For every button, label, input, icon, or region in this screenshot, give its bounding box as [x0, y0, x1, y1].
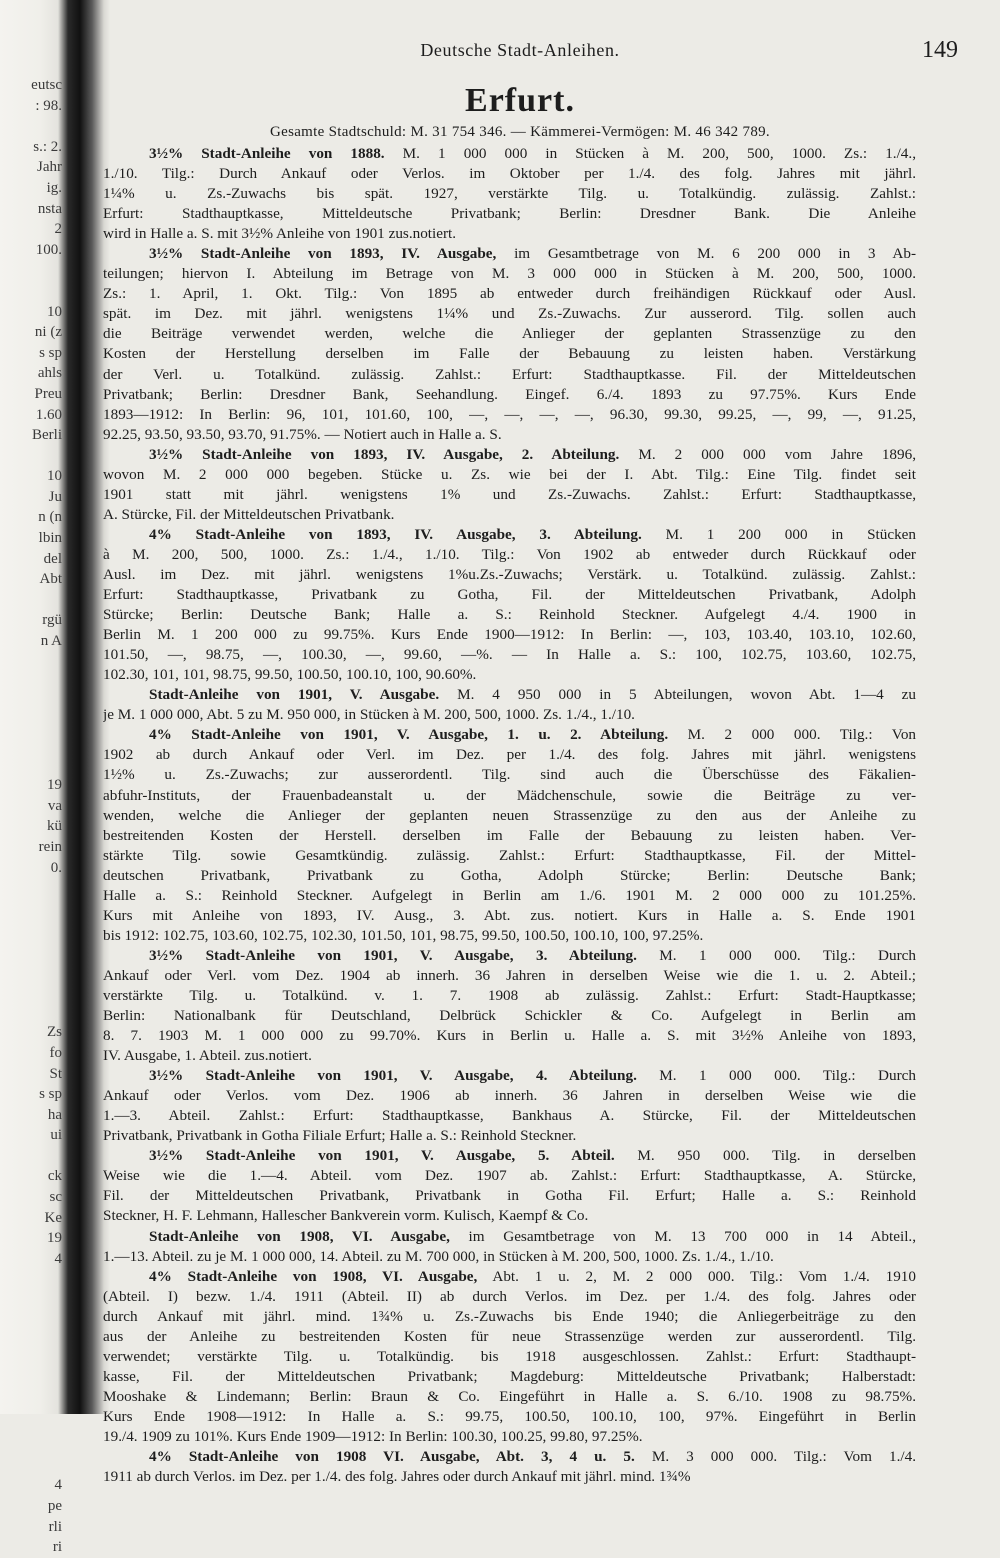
bond-entry: [103, 445, 916, 525]
bond-text: 1.—13. Abteil. zu je M. 1 000 000, 14. Abteil. zu M. 700 000, in Stücken à M. 200, 500, 1000. Zs. 1./4., 1./10.: [103, 1247, 774, 1265]
bond-entry-line: [103, 405, 916, 425]
gutter-fragment: [0, 919, 62, 940]
bond-entry: [103, 1146, 916, 1226]
bond-entry-line: [103, 1427, 916, 1447]
bond-entry-line: [103, 1046, 916, 1066]
bond-entry-line: [103, 385, 916, 405]
gutter-fragment: 4: [54, 1250, 62, 1267]
gutter-fragment: [0, 1311, 62, 1332]
bond-text: der Verl. u. Totalkünd. zulässig. Zahlst.: Erfurt: Stadthauptkasse. Fil. der Mitteldeutschen: [103, 365, 916, 383]
bond-entry-line: [103, 645, 916, 665]
bond-entry-line: [103, 1026, 916, 1046]
bond-entry-line: [103, 1166, 916, 1186]
bond-entry-line: [103, 1307, 916, 1327]
bond-entry-line: [103, 1206, 916, 1226]
bond-text: Ankauf oder Verlos. vom Dez. 1906 ab innerh. 36 Jahren in derselben Weise wie die: [103, 1087, 916, 1105]
bond-entry-line: [103, 1006, 916, 1026]
bond-entry-line: [103, 465, 916, 485]
bond-text: Privatbank, Privatbank in Gotha Filiale Erfurt; Halle a. S.: Reinhold Steckner.: [103, 1127, 577, 1145]
gutter-fragment: sc: [49, 1189, 62, 1206]
page-number: 149: [922, 37, 958, 63]
bond-text: wenden, welche die Anlieger der geplanten neuen Strassenzüge zu den aus der Anleihe zu: [103, 806, 916, 824]
gutter-fragment: [0, 1269, 62, 1290]
gutter-fragment: [0, 1352, 62, 1373]
bond-entry-first-line: [103, 1267, 916, 1287]
bond-entry-line: [103, 1347, 916, 1367]
bond-text: Mooshake & Lindemann; Berlin: Braun & Co. Eingeführt in Halle a. S. 6./10. 1908 zu 98.75%.: [103, 1387, 916, 1405]
bond-entry-first-line: [103, 1066, 916, 1086]
gutter-fragment: 10: [47, 468, 62, 485]
bond-entry-line: [103, 1327, 916, 1347]
bond-text: 1901 statt mit jährl. wenigstens 1% und Zs.-Zuwachs. Zahlst.: Erfurt: Stadthauptkasse,: [103, 485, 916, 503]
bond-text: Erfurt: Stadthauptkasse, Mitteldeutsche Privatbank; Berlin: Dresdner Bank. Die Anleihe: [103, 205, 916, 223]
bond-entry-line: [103, 1467, 916, 1487]
gutter-fragment: [0, 1331, 62, 1352]
bond-entry-line: [103, 164, 916, 184]
bond-text: (Abteil. I) bezw. 1./4. 1911 (Abteil. II) ab durch Verlos. im Dez. per 1./4. des folg. Jahres oder: [103, 1287, 916, 1305]
bond-text: Berlin: Nationalbank für Deutschland, Delbrück Schickler & Co. Aufgelegt in Berlin am: [103, 1007, 916, 1025]
bond-text: verstärkte Tilg. u. Totalkünd. v. 1. 7. 1908 ab zulässig. Zahlst.: Erfurt: Stadt-Hauptkasse;: [103, 986, 916, 1004]
gutter-fragment: s sp: [39, 1086, 62, 1103]
bond-entry-first-line: [103, 685, 916, 705]
bond-entry: [103, 1447, 916, 1487]
gutter-fragment: [0, 1414, 62, 1435]
gutter-fragment: pe: [47, 1497, 62, 1514]
gutter-fragment: Ke: [44, 1209, 62, 1226]
gutter-fragment: [0, 1393, 62, 1414]
gutter-fragment: s.: 2.: [33, 138, 62, 155]
adjacent-page-fragments: [0, 75, 62, 1558]
bond-entry-line: [103, 765, 916, 785]
bond-text: A. Stürcke, Fil. der Mitteldeutschen Privatbank.: [103, 505, 395, 523]
gutter-fragment: [0, 981, 62, 1002]
bond-entry-first-line: [103, 244, 916, 264]
bond-entry: [103, 1227, 916, 1267]
bond-entry-line: [103, 224, 916, 244]
bond-text: M. 2 000 000. Tilg.: Von: [687, 726, 916, 744]
bond-text: deutschen Privatbank, Privatbank zu Gotha, Adolph Stürcke; Berlin: Deutsche Bank;: [103, 866, 916, 884]
bond-text: 1.—3. Abteil. Zahlst.: Erfurt: Stadthauptkasse, Bankhaus A. Stürcke, Fil. der Mitteldeutschen: [103, 1107, 916, 1125]
gutter-fragment: Ju: [48, 488, 62, 505]
gutter-fragment: Zs: [47, 1024, 62, 1041]
binding-gutter: [0, 0, 110, 1556]
gutter-fragment: [0, 590, 62, 611]
bond-entry-first-line: [103, 1447, 916, 1467]
bond-text: M. 2 000 000 vom Jahre 1896,: [638, 445, 916, 463]
gutter-fragment: [0, 652, 62, 673]
bond-heading: 3½% Stadt-Anleihe von 1888.: [149, 145, 385, 162]
bond-text: im Gesamtbetrage von M. 13 700 000 in 14 Abteil.,: [468, 1227, 916, 1245]
gutter-fragment: 4: [54, 1477, 62, 1494]
gutter-fragment: 19: [47, 1230, 62, 1247]
bond-text: Abt. 1 u. 2, M. 2 000 000. Tilg.: Vom 1./4. 1910: [492, 1267, 916, 1285]
page-body: [103, 144, 916, 1487]
bond-text: 92.25, 93.50, 93.50, 93.70, 91.75%. — Notiert auch in Halle a. S.: [103, 425, 502, 443]
bond-entry-line: [103, 966, 916, 986]
bond-text: 19./4. 1909 zu 101%. Kurs Ende 1909—1912: In Berlin: 100.30, 100.25, 99.80, 97.25%.: [103, 1428, 643, 1445]
bond-entry-line: [103, 986, 916, 1006]
bond-text: 1902 ab durch Ankauf oder Verl. im Dez. per 1./4. des folg. Jahres mit jährl. wenigstens: [103, 746, 916, 764]
bond-text: Kurs mit Anleihe von 1893, IV. Ausg., 3. Abt. zus. notiert. Kurs in Halle a. S. Ende 1901: [103, 906, 916, 924]
bond-entry-line: [103, 1387, 916, 1407]
bond-entry-line: [103, 1367, 916, 1387]
gutter-fragment: [0, 940, 62, 961]
bond-text: 8. 7. 1903 M. 1 000 000 zu 99.70%. Kurs in Berlin u. Halle a. S. mit 3½% Anleihe von 1893,: [103, 1027, 916, 1045]
bond-entry-line: [103, 886, 916, 906]
bond-entry-line: [103, 425, 916, 445]
bond-entry: [103, 685, 916, 725]
gutter-fragment: Preu: [34, 385, 62, 402]
bond-text: Zs.: 1. April, 1. Okt. Tilg.: Von 1895 ab entweder durch freihändigen Rückkauf oder Ausl.: [103, 285, 916, 303]
bond-entry-line: [103, 505, 916, 525]
bond-entry-first-line: [103, 946, 916, 966]
bond-text: Berlin M. 1 200 000 zu 99.75%. Kurs Ende 1900—1912: In Berlin: —, 103, 103.40, 103.10, 102.60,: [103, 626, 916, 644]
bond-heading: 4% Stadt-Anleihe von 1901, V. Ausgabe, 1. u. 2. Abteilung.: [149, 726, 669, 744]
bond-entry-first-line: [103, 445, 916, 465]
gutter-fragment: lbin: [38, 530, 62, 547]
bond-text: abfuhr-Instituts, der Frauenbadeanstalt u. der Mädchenschule, sowie die Beiträge zu ver-: [103, 786, 916, 804]
bond-entry-first-line: [103, 1146, 916, 1166]
bond-text: spät. im Dez. mit jährl. wenigstens 1¼% und Zs.-Zuwachs. Zur ausserord. Tilg. sollen auch: [103, 305, 916, 323]
bond-text: Erfurt: Stadthauptkasse, Privatbank zu Gotha, Fil. der Mitteldeutschen Privatbank, Adolph: [103, 586, 916, 604]
bond-text: wird in Halle a. S. mit 3½% Anleihe von 1901 zus.notiert.: [103, 225, 457, 243]
bond-entry: [103, 725, 916, 946]
bond-entry-line: [103, 545, 916, 565]
bond-text: 101.50, —, 98.75, —, 100.30, —, 99.60, —%. — In Halle a. S.: 100, 102.75, 103.60, 102.75,: [103, 646, 916, 664]
gutter-fragment: 0.: [50, 859, 62, 876]
bond-text: stärkte Tilg. sowie Gesamtkündig. zulässig. Zahlst.: Erfurt: Stadthauptkasse, Fil. der Mittel-: [103, 846, 916, 864]
bond-heading: 3½% Stadt-Anleihe von 1901, V. Ausgabe, 4. Abteilung.: [149, 1067, 637, 1085]
gutter-fragment: nsta: [37, 200, 62, 217]
bond-text: à M. 200, 500, 1000. Zs.: 1./4., 1./10. Tilg.: Von 1902 ab entweder durch Rückkauf oder: [103, 545, 916, 563]
bond-entry-line: [103, 605, 916, 625]
bond-entry: [103, 1267, 916, 1447]
page-header: [120, 37, 958, 68]
gutter-fragment: rgü: [42, 612, 62, 629]
gutter-fragment: kü: [47, 818, 62, 835]
gutter-fragment: eutsc: [31, 77, 62, 93]
bond-heading: 4% Stadt-Anleihe von 1908, VI. Ausgabe,: [149, 1267, 478, 1285]
bond-text: teilungen; hiervon I. Abteilung im Betrage von M. 3 000 000 in Stücken à M. 200, 500, 1000.: [103, 265, 916, 283]
bond-text: je M. 1 000 000, Abt. 5 zu M. 950 000, in Stücken à M. 200, 500, 1000. Zs. 1./4., 1./10.: [103, 706, 635, 724]
gutter-fragment: [0, 734, 62, 755]
bond-entry-line: [103, 1106, 916, 1126]
section-heading-city: Erfurt.: [465, 82, 575, 119]
gutter-fragment: [0, 1434, 62, 1455]
bond-entry-line: [103, 1126, 916, 1146]
bond-text: M. 1 000 000. Tilg.: Durch: [659, 946, 916, 964]
bond-text: Weise wie die 1.—4. Abteil. vom Dez. 1907 ab. Zahlst.: Erfurt: Stadthauptkasse, A. Stürcke,: [103, 1167, 916, 1185]
bond-text: Steckner, H. F. Lehmann, Hallescher Bankverein vorm. Kulisch, Kaempf & Co.: [103, 1207, 589, 1225]
bond-entry-line: [103, 806, 916, 826]
bond-entry-first-line: [103, 525, 916, 545]
bond-entry-line: [103, 344, 916, 364]
bond-text: Kosten der Herstellung derselben im Falle der Bebauung zu leisten haben. Verstärkung: [103, 345, 916, 363]
gutter-fragment: ni (z: [34, 324, 62, 341]
running-title: Deutsche Stadt-Anleihen.: [420, 40, 620, 60]
bond-text: bis 1912: 102.75, 103.60, 102.75, 102.30, 101.50, 101, 98.75, 99.50, 100.50, 100.10, 100, 97.25%.: [103, 926, 704, 944]
gutter-fragment: Berli: [32, 427, 62, 444]
gutter-fragment: ck: [47, 1168, 62, 1185]
bond-entry-line: [103, 826, 916, 846]
bond-text: 1./10. Tilg.: Durch Ankauf oder Verlos. im Oktober per 1./4. des folg. Jahres mit jährl.: [103, 165, 916, 183]
bond-text: 1911 ab durch Verlos. im Dez. per 1./4. des folg. Jahres oder durch Ankauf mit jährl. mind. 1¾%: [103, 1468, 691, 1486]
bond-entry: [103, 244, 916, 444]
bond-entry-line: [103, 745, 916, 765]
bond-text: IV. Ausgabe, 1. Abteil. zus.notiert.: [103, 1047, 312, 1065]
bond-entry-line: [103, 1186, 916, 1206]
bond-entry-line: [103, 846, 916, 866]
gutter-fragment: fo: [49, 1044, 62, 1061]
gutter-fragment: [0, 693, 62, 714]
bond-entry-line: [103, 485, 916, 505]
gutter-fragment: ha: [47, 1106, 62, 1123]
gutter-fragment: [0, 116, 62, 137]
bond-text: Privatbank; Berlin: Dresdner Bank, Seehandlung. Eingef. 6./4. 1893 zu 97.75%. Kurs Ende: [103, 385, 916, 403]
bond-text: 102.30, 101, 101, 98.75, 99.50, 100.50, 100.10, 100, 90.60%.: [103, 666, 477, 684]
bond-entry-line: [103, 1086, 916, 1106]
gutter-fragment: ui: [50, 1127, 62, 1144]
gutter-fragment: n A: [40, 633, 62, 650]
bond-entry-line: [103, 1247, 916, 1267]
gutter-fragment: [0, 260, 62, 281]
bond-entry-line: [103, 786, 916, 806]
bond-entry-line: [103, 1287, 916, 1307]
bond-heading: 3½% Stadt-Anleihe von 1901, V. Ausgabe, 5. Abteil.: [149, 1147, 615, 1165]
gutter-fragment: Abt: [39, 571, 62, 588]
gutter-fragment: St: [49, 1065, 62, 1082]
bond-entry-first-line: [103, 725, 916, 745]
bond-entry-line: [103, 304, 916, 324]
bond-entry-line: [103, 866, 916, 886]
bond-text: 1¼% u. Zs.-Zuwachs bis spät. 1927, verstärkte Tilg. u. Totalkündig. zulässig. Zahlst.:: [103, 185, 916, 203]
bond-heading: 3½% Stadt-Anleihe von 1901, V. Ausgabe, 3. Abteilung.: [149, 946, 637, 964]
bond-entry-line: [103, 184, 916, 204]
bond-text: M. 1 000 000. Tilg.: Durch: [659, 1067, 916, 1085]
bond-text: Kurs Ende 1908—1912: In Halle a. S.: 99.75, 100.50, 100.10, 100, 97%. Eingeführt in Berlin: [103, 1407, 916, 1425]
gutter-fragment: va: [47, 797, 62, 814]
bond-text: im Gesamtbetrage von M. 6 200 000 in 3 Ab-: [514, 245, 916, 263]
bond-text: die Beiträge verwendet werden, welche die Anlieger der geplanten Strassenzüge zu den: [103, 325, 916, 343]
bond-text: M. 1 200 000 in Stücken: [665, 525, 916, 543]
bond-heading: 3½% Stadt-Anleihe von 1893, IV. Ausgabe,: [149, 245, 497, 263]
bond-text: Ausl. im Dez. mit jährl. wenigstens 1%u.Zs.-Zuwachs; Verstärk. u. Totalkünd. zulässig. Zahlst.:: [103, 565, 916, 583]
bond-entry-line: [103, 1407, 916, 1427]
bond-entry-line: [103, 665, 916, 685]
gutter-fragment: 1.60: [35, 406, 62, 423]
gutter-fragment: 19: [47, 777, 62, 794]
bond-text: 1893—1912: In Berlin: 96, 101, 101.60, 100, —, —, —, —, 96.30, 99.30, 99.25, —, 99, —, 91.25,: [103, 405, 916, 423]
gutter-fragment: [0, 899, 62, 920]
debt-summary: Gesamte Stadtschuld: M. 31 754 346. — Kämmerei-Vermögen: M. 46 342 789.: [270, 124, 770, 140]
bond-text: Fil. der Mitteldeutschen Privatbank, Privatbank in Gotha Fil. Erfurt; Halle a. S.: Reinhold: [103, 1187, 916, 1205]
bond-entry-line: [103, 625, 916, 645]
bond-entry-line: [103, 585, 916, 605]
gutter-fragment: : 98.: [35, 97, 62, 114]
bond-text: M. 4 950 000 in 5 Abteilungen, wovon Abt. 1—4 zu: [457, 686, 916, 704]
bond-text: M. 1 000 000 in Stücken à M. 200, 500, 1000. Zs.: 1./4.,: [402, 145, 916, 162]
bond-heading: Stadt-Anleihe von 1901, V. Ausgabe.: [149, 686, 440, 704]
bond-entry-line: [103, 324, 916, 344]
gutter-fragment: rein: [38, 838, 62, 855]
gutter-fragment: 10: [47, 303, 62, 320]
gutter-fragment: del: [43, 550, 62, 567]
bond-text: Stürcke; Berlin: Deutsche Bank; Halle a. S.: Reinhold Steckner. Aufgelegt 4./4. 1900 in: [103, 606, 916, 624]
bond-text: aus der Anleihe zu bestreitenden Kosten für neue Strassenzüge werden zur ausserordentl. Tilg.: [103, 1327, 916, 1345]
gutter-fragment: [0, 1146, 62, 1167]
bond-text: wovon M. 2 000 000 begeben. Stücke u. Zs. wie bei der I. Abt. Tilg.: Eine Tilg. findet seit: [103, 465, 916, 483]
gutter-fragment: [0, 1002, 62, 1023]
gutter-fragment: [0, 1290, 62, 1311]
bond-entry: [103, 946, 916, 1066]
gutter-fragment: [0, 878, 62, 899]
bond-entry-line: [103, 926, 916, 946]
gutter-fragment: [0, 755, 62, 776]
bond-text: M. 3 000 000. Tilg.: Vom 1./4.: [651, 1448, 916, 1466]
bond-text: Ankauf oder Verl. vom Dez. 1904 ab innerh. 36 Jahren in derselben Weise wie die 1. u. 2. Abteil.;: [103, 966, 916, 984]
bond-entry: [103, 525, 916, 685]
bond-text: durch Ankauf mit jährl. mind. 1¾% u. Zs.-Zuwachs bis Ende 1940; die Anliegerbeiträge zu den: [103, 1307, 916, 1325]
gutter-fragment: [0, 1372, 62, 1393]
gutter-fragment: [0, 446, 62, 467]
gutter-fragment: ahls: [37, 365, 62, 382]
bond-heading: 4% Stadt-Anleihe von 1908 VI. Ausgabe, Abt. 3, 4 u. 5.: [149, 1448, 635, 1466]
gutter-fragment: Jahr: [37, 159, 62, 176]
bond-text: bestreitenden Kosten der Herstell. derselben im Falle der Bebauung zu leisten haben. Ver-: [103, 826, 916, 844]
gutter-fragment: rli: [48, 1518, 62, 1535]
gutter-fragment: ri: [52, 1539, 62, 1556]
bond-text: kasse, Fil. der Mitteldeutschen Privatbank; Magdeburg: Mitteldeutsche Privatbank; Halberstadt:: [103, 1367, 916, 1385]
bond-entry-line: [103, 264, 916, 284]
bond-entry: [103, 1066, 916, 1146]
bond-text: verwendet; verstärkte Tilg. u. Totalkündig. bis 1918 ausgeschlossen. Zahlst.: Erfurt: Stadthaupt-: [103, 1347, 916, 1365]
bond-text: M. 950 000. Tilg. in derselben: [637, 1147, 916, 1165]
bond-text: Halle a. S.: Reinhold Steckner. Aufgelegt in Berlin am 1./6. 1901 M. 2 000 000 zu 101.25%.: [103, 886, 916, 904]
bond-entry-line: [103, 365, 916, 385]
bond-entry-line: [103, 565, 916, 585]
bond-entry-line: [103, 284, 916, 304]
bond-heading: 4% Stadt-Anleihe von 1893, IV. Ausgabe, 3. Abteilung.: [149, 525, 642, 543]
gutter-fragment: [0, 672, 62, 693]
bond-entry-line: [103, 906, 916, 926]
gutter-fragment: 2: [54, 221, 62, 238]
gutter-fragment: n (n: [38, 509, 62, 526]
gutter-fragment: [0, 713, 62, 734]
gutter-fragment: [0, 1455, 62, 1476]
bond-entry: [103, 144, 916, 244]
gutter-fragment: [0, 281, 62, 302]
gutter-fragment: s sp: [39, 344, 62, 361]
bond-entry-line: [103, 204, 916, 224]
bond-entry-first-line: [103, 144, 916, 164]
bond-entry-first-line: [103, 1227, 916, 1247]
gutter-fragment: 100.: [35, 241, 62, 258]
gutter-fragment: ig.: [46, 179, 62, 196]
bond-text: 1½% u. Zs.-Zuwachs; zur ausserordentl. Tilg. sind auch die Überschüsse des Fäkalien-: [103, 766, 916, 784]
bond-heading: 3½% Stadt-Anleihe von 1893, IV. Ausgabe, 2. Abteilung.: [149, 445, 620, 463]
bond-heading: Stadt-Anleihe von 1908, VI. Ausgabe,: [149, 1227, 450, 1245]
bond-entry-line: [103, 705, 916, 725]
gutter-fragment: [0, 961, 62, 982]
